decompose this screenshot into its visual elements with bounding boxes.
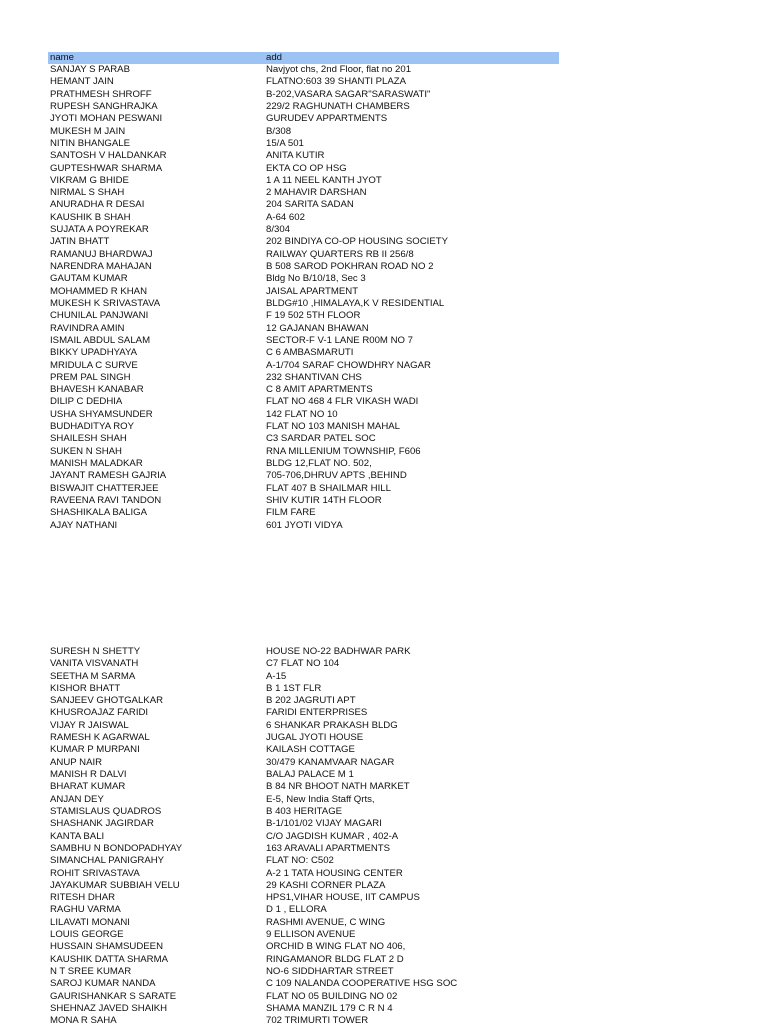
name-cell[interactable]: HEMANT JAIN [50,76,114,88]
table-row [48,781,559,793]
table-row [48,347,559,359]
table-row [48,707,559,719]
table-row [48,421,559,433]
table-row [48,224,559,236]
table-row [48,1003,559,1015]
address-cell[interactable]: RASHMI AVENUE, C WING [266,916,386,928]
name-cell[interactable]: VIJAY R JAISWAL [50,719,129,731]
address-cell[interactable]: SHIV KUTIR 14TH FLOOR [266,494,382,506]
name-cell[interactable]: JAYANT RAMESH GAJRIA [50,470,167,482]
name-cell[interactable]: KAUSHIK B SHAH [50,211,131,223]
name-cell[interactable]: RAMESH K AGARWAL [50,732,150,744]
address-cell[interactable]: A-15 [266,670,287,682]
table-block-2 [48,646,559,1028]
address-cell[interactable]: 12 GAJANAN BHAWAN [266,322,369,334]
table-row [48,646,559,658]
name-cell[interactable]: VIKRAM G BHIDE [50,174,129,186]
address-cell[interactable]: BLDG 12,FLAT NO. 502, [266,458,372,469]
table-row [48,757,559,769]
table-row [48,1015,559,1027]
address-cell[interactable]: SECTOR-F V-1 LANE R00M NO 7 [266,334,413,346]
name-cell[interactable]: MUKESH K SRIVASTAVA [50,297,161,309]
name-cell[interactable]: JAYAKUMAR SUBBIAH VELU [50,879,180,891]
address-cell[interactable]: 202 BINDIYA CO-OP HOUSING SOCIETY [266,236,448,248]
address-cell[interactable]: BALAJ PALACE M 1 [266,769,354,780]
name-cell[interactable]: SURESH N SHETTY [50,645,141,657]
name-cell[interactable]: STAMISLAUS QUADROS [50,805,162,817]
table-row [48,683,559,695]
address-cell[interactable]: 142 FLAT NO 10 [266,408,338,420]
table-row [48,794,559,806]
name-cell[interactable]: N T SREE KUMAR [50,966,132,977]
table-row [48,384,559,396]
address-cell[interactable]: F 19 502 5TH FLOOR [266,310,361,322]
name-cell[interactable]: ANJAN DEY [50,793,104,805]
table-row [48,76,559,88]
name-cell[interactable]: SHEHNAZ JAVED SHAIKH [50,1002,168,1014]
address-cell[interactable]: KAILASH COTTAGE [266,744,355,756]
address-column-header[interactable]: add [266,52,283,63]
name-cell[interactable]: SEETHA M SARMA [50,670,136,682]
address-cell[interactable]: JAISAL APARTMENT [266,285,359,297]
address-cell[interactable]: FLAT NO 468 4 FLR VIKASH WADI [266,396,419,408]
table-row [48,483,559,495]
address-cell[interactable]: SHAMA MANZIL 179 C R N 4 [266,1002,393,1014]
name-cell[interactable]: SANJEEV GHOTGALKAR [50,695,164,707]
table-row [48,954,559,966]
address-cell[interactable]: FLAT 407 B SHAILMAR HILL [266,482,391,494]
name-cell[interactable]: BHARAT KUMAR [50,781,126,793]
name-cell[interactable]: KHUSROAJAZ FARIDI [50,707,149,719]
table-row [48,917,559,929]
address-cell[interactable]: B 84 NR BHOOT NATH MARKET [266,781,410,793]
address-cell[interactable]: RAILWAY QUARTERS RB II 256/8 [266,248,414,260]
name-cell[interactable]: JATIN BHATT [50,236,110,248]
name-cell[interactable]: KAUSHIK DATTA SHARMA [50,953,168,965]
name-cell[interactable]: HUSSAIN SHAMSUDEEN [50,941,164,953]
address-cell[interactable]: A-2 1 TATA HOUSING CENTER [266,867,403,879]
table-row [48,868,559,880]
table-row [48,929,559,941]
name-cell[interactable]: MANISH R DALVI [50,769,127,780]
table-row [48,249,559,261]
name-cell[interactable]: BHAVESH KANABAR [50,384,144,396]
address-cell[interactable]: ANITA KUTIR [266,150,325,162]
table-row [48,855,559,867]
name-cell[interactable]: RAMANUJ BHARDWAJ [50,248,153,260]
blank-rows-gap [48,532,559,646]
name-cell[interactable]: KUMAR P MURPANI [50,744,140,756]
table-row [48,720,559,732]
name-cell[interactable]: GUPTESHWAR SHARMA [50,162,163,174]
address-cell[interactable]: B 403 HERITAGE [266,805,343,817]
address-cell[interactable]: C3 SARDAR PATEL SOC [266,433,376,445]
name-cell[interactable]: AJAY NATHANI [50,519,118,531]
name-cell[interactable]: BUDHADITYA ROY [50,421,135,433]
table-row [48,236,559,248]
table-row [48,495,559,507]
address-cell[interactable]: BLDG#10 ,HIMALAYA,K V RESIDENTIAL [266,297,445,309]
address-cell[interactable]: HPS1,VIHAR HOUSE, IIT CAMPUS [266,892,420,904]
table-row [48,372,559,384]
name-cell[interactable]: LILAVATI MONANI [50,916,130,928]
name-cell[interactable]: MONA R SAHA [50,1015,117,1027]
address-cell[interactable]: 8/304 [266,224,291,236]
address-cell[interactable]: Bldg No B/10/18, Sec 3 [266,273,366,285]
table-row [48,671,559,683]
table-row [48,806,559,818]
address-cell[interactable]: C7 FLAT NO 104 [266,658,340,670]
name-column-header[interactable]: name [50,52,74,63]
table-row [48,101,559,113]
table-row [48,310,559,322]
table-row [48,113,559,125]
address-cell[interactable]: B 508 SAROD POKHRAN ROAD NO 2 [266,261,434,272]
name-cell[interactable]: NIRMAL S SHAH [50,187,125,199]
table-row [48,261,559,273]
name-cell[interactable]: SHASHIKALA BALIGA [50,507,148,519]
name-cell[interactable]: GAUTAM KUMAR [50,273,128,285]
name-cell[interactable]: RAVEENA RAVI TANDON [50,494,162,506]
name-cell[interactable]: RUPESH SANGHRAJKA [50,100,158,112]
table-row [48,286,559,298]
address-cell[interactable]: B-202,VASARA SAGAR"SARASWATI" [266,88,431,100]
table-row [48,978,559,990]
table-block-1 [48,64,559,532]
address-cell[interactable]: RNA MILLENIUM TOWNSHIP, F606 [266,445,421,457]
name-cell[interactable]: SAMBHU N BONDOPADHYAY [50,842,183,854]
table-row [48,658,559,670]
table-row [48,175,559,187]
name-cell[interactable]: SAROJ KUMAR NANDA [50,978,156,990]
table-row [48,880,559,892]
address-cell[interactable]: B 1 1ST FLR [266,682,322,694]
table-row [48,458,559,470]
name-cell[interactable]: SUKEN N SHAH [50,445,122,457]
name-cell[interactable]: MUKESH M JAIN [50,125,126,137]
name-cell[interactable]: SANJAY S PARAB [50,64,130,75]
table-row [48,744,559,756]
table-row [48,360,559,372]
table-row [48,818,559,830]
address-cell[interactable]: A-64 602 [266,211,305,223]
address-cell[interactable]: C 6 AMBASMARUTI [266,347,354,359]
table-row [48,904,559,916]
address-cell[interactable]: 702 TRIMURTI TOWER [266,1015,369,1027]
table-row [48,212,559,224]
name-cell[interactable]: MRIDULA C SURVE [50,359,138,371]
table-row [48,187,559,199]
table-row [48,64,559,76]
address-cell[interactable]: Navjyot chs, 2nd Floor, flat no 201 [266,64,412,75]
name-cell[interactable]: USHA SHYAMSUNDER [50,408,153,420]
table-row [48,89,559,101]
address-cell[interactable]: 15/A 501 [266,137,304,149]
table-row [48,732,559,744]
name-cell[interactable]: CHUNILAL PANJWANI [50,310,149,322]
name-cell[interactable]: KANTA BALI [50,830,105,842]
name-cell[interactable]: SIMANCHAL PANIGRAHY [50,855,165,867]
table-row [48,150,559,162]
name-cell[interactable]: MANISH MALADKAR [50,458,143,469]
name-cell[interactable]: RAVINDRA AMIN [50,322,125,334]
table-row [48,323,559,335]
address-cell[interactable]: HOUSE NO-22 BADHWAR PARK [266,645,411,657]
address-cell[interactable]: JUGAL JYOTI HOUSE [266,732,364,744]
address-cell[interactable]: 1 A 11 NEEL KANTH JYOT [266,174,382,186]
address-cell[interactable]: EKTA CO OP HSG [266,162,347,174]
name-cell[interactable]: NITIN BHANGALE [50,137,130,149]
name-cell[interactable]: VANITA VISVANATH [50,658,139,670]
name-cell[interactable]: BIKKY UPADHYAYA [50,347,138,359]
name-cell[interactable]: ROHIT SRIVASTAVA [50,867,140,879]
name-cell[interactable]: JYOTI MOHAN PESWANI [50,113,163,125]
address-cell[interactable]: B 202 JAGRUTI APT [266,695,356,707]
address-cell[interactable]: A-1/704 SARAF CHOWDHRY NAGAR [266,359,431,371]
name-cell[interactable]: GAURISHANKAR S SARATE [50,990,177,1002]
name-cell[interactable]: BISWAJIT CHATTERJEE [50,482,159,494]
address-cell[interactable]: 9 ELLISON AVENUE [266,929,356,941]
address-cell[interactable]: ORCHID B WING FLAT NO 406, [266,941,406,953]
address-cell[interactable]: FARIDI ENTERPRISES [266,707,368,719]
table-row [48,831,559,843]
address-cell[interactable]: C/O JAGDISH KUMAR , 402-A [266,830,399,842]
name-cell[interactable]: SHASHANK JAGIRDAR [50,818,154,830]
table-row [48,941,559,953]
name-cell[interactable]: LOUIS GEORGE [50,929,124,941]
address-cell[interactable]: FLAT NO 05 BUILDING NO 02 [266,990,398,1002]
address-cell[interactable]: 163 ARAVALI APARTMENTS [266,842,391,854]
address-cell[interactable]: D 1 , ELLORA [266,904,327,916]
table-row [48,446,559,458]
name-cell[interactable]: RITESH DHAR [50,892,116,904]
spreadsheet-table [48,52,559,1028]
name-cell[interactable]: SUJATA A POYREKAR [50,224,149,236]
table-row [48,138,559,150]
name-cell[interactable]: RAGHU VARMA [50,904,121,916]
address-cell[interactable]: NO-6 SIDDHARTAR STREET [266,966,394,977]
address-cell[interactable]: 232 SHANTIVAN CHS [266,371,362,383]
address-cell[interactable]: FLAT NO 103 MANISH MAHAL [266,421,400,433]
table-row [48,335,559,347]
name-cell[interactable]: ANUP NAIR [50,756,103,768]
name-cell[interactable]: ISMAIL ABDUL SALAM [50,334,151,346]
name-cell[interactable]: NARENDRA MAHAJAN [50,261,152,272]
address-cell[interactable]: 204 SARITA SADAN [266,199,354,211]
name-cell[interactable]: SHAILESH SHAH [50,433,127,445]
name-cell[interactable]: KISHOR BHATT [50,682,121,694]
address-cell[interactable]: 705-706,DHRUV APTS ,BEHIND [266,470,407,482]
address-cell[interactable]: 30/479 KANAMVAAR NAGAR [266,756,395,768]
table-row [48,507,559,519]
table-row [48,991,559,1003]
table-row [48,298,559,310]
table-row [48,769,559,781]
address-cell[interactable]: B/308 [266,125,292,137]
address-cell[interactable]: 601 JYOTI VIDYA [266,519,343,531]
table-row [48,892,559,904]
table-row [48,520,559,532]
table-row [48,199,559,211]
table-header-row [48,52,559,64]
table-row [48,273,559,285]
name-cell[interactable]: SANTOSH V HALDANKAR [50,150,167,162]
table-row [48,409,559,421]
table-row [48,470,559,482]
address-cell[interactable]: 2 MAHAVIR DARSHAN [266,187,367,199]
table-row [48,396,559,408]
address-cell[interactable]: FLATNO:603 39 SHANTI PLAZA [266,76,407,88]
address-cell[interactable]: 6 SHANKAR PRAKASH BLDG [266,719,398,731]
address-cell[interactable]: 29 KASHI CORNER PLAZA [266,879,386,891]
name-cell[interactable]: PREM PAL SINGH [50,371,131,383]
address-cell[interactable]: E-5, New India Staff Qrts, [266,793,375,805]
address-cell[interactable]: 229/2 RAGHUNATH CHAMBERS [266,100,410,112]
name-cell[interactable]: PRATHMESH SHROFF [50,88,152,100]
table-row [48,843,559,855]
table-row [48,163,559,175]
name-cell[interactable]: DILIP C DEDHIA [50,396,123,408]
name-cell[interactable]: MOHAMMED R KHAN [50,285,148,297]
address-cell[interactable]: GURUDEV APPARTMENTS [266,113,388,125]
address-cell[interactable]: B-1/101/02 VIJAY MAGARI [266,818,382,830]
address-cell[interactable]: RINGAMANOR BLDG FLAT 2 D [266,953,404,965]
address-cell[interactable]: FILM FARE [266,507,316,519]
name-cell[interactable]: ANURADHA R DESAI [50,199,145,211]
address-cell[interactable]: FLAT NO: C502 [266,855,334,867]
address-cell[interactable]: C 109 NALANDA COOPERATIVE HSG SOC [266,978,458,990]
table-row [48,433,559,445]
table-row [48,695,559,707]
table-row [48,126,559,138]
table-row [48,966,559,978]
address-cell[interactable]: C 8 AMIT APARTMENTS [266,384,373,396]
